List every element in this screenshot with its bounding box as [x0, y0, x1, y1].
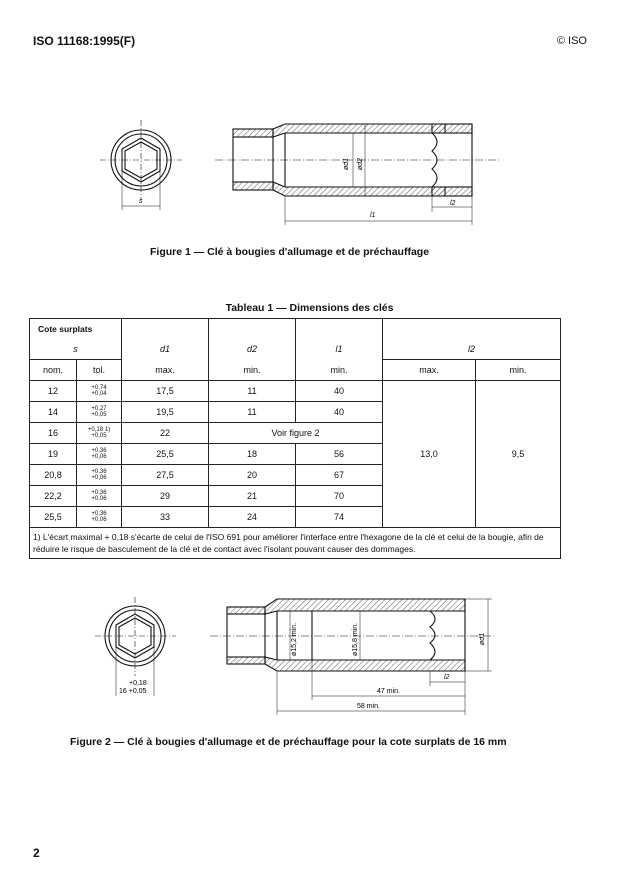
socket-section-2: [210, 599, 495, 715]
cell-l2-max: 13,0: [383, 381, 476, 528]
l2-label: l2: [450, 200, 456, 207]
cell-l2-min: 9,5: [476, 381, 561, 528]
header-d1: d1: [122, 339, 209, 360]
cell-nom: 14: [30, 402, 77, 423]
cell-l1: 40: [296, 381, 383, 402]
d1-label: ød1: [343, 157, 350, 170]
table-header-row: [30, 339, 561, 360]
header-d2: d2: [209, 339, 296, 360]
s-label: s: [139, 198, 143, 205]
cell-tol: +0,18 1) +0,05: [77, 423, 122, 444]
cell-tol: +0,36 +0,06: [77, 465, 122, 486]
figure2-caption: Figure 2 — Clé à bougies d'allumage et de préchauffage pour la cote surplats de 16 mm: [70, 736, 507, 748]
cell-d2: 11: [209, 402, 296, 423]
cell-see-figure-2: Voir figure 2: [209, 423, 383, 444]
cell-d1: 29: [122, 486, 209, 507]
cell-d2: 18: [209, 444, 296, 465]
table-header-row: [30, 360, 561, 381]
header-l2-min: min.: [476, 360, 561, 381]
figure2-drawing: [0, 590, 619, 740]
cell-l1: 74: [296, 507, 383, 528]
d15-label: ø15,2 min.: [291, 622, 298, 656]
l2-label-2: l2: [444, 674, 450, 681]
page-number: 2: [33, 846, 40, 860]
cell-tol: +0,27 +0,05: [77, 402, 122, 423]
cell-l1: 56: [296, 444, 383, 465]
table-header-row: [30, 319, 561, 340]
cell-d1: 22: [122, 423, 209, 444]
copyright-mark: © ISO: [556, 35, 587, 47]
cell-l1: 67: [296, 465, 383, 486]
header-tol: tol.: [77, 360, 122, 381]
table-row: [30, 381, 561, 402]
cell-nom: 12: [30, 381, 77, 402]
cell-d1: 19,5: [122, 402, 209, 423]
hex-end-view: [100, 120, 182, 210]
cell-d2: 20: [209, 465, 296, 486]
cell-nom: 25,5: [30, 507, 77, 528]
cell-d1: 27,5: [122, 465, 209, 486]
tol-label-up: +0,18: [129, 680, 147, 687]
tol-label-main: 16 +0,05: [119, 688, 147, 695]
cell-l1: 40: [296, 402, 383, 423]
header-d2-min: min.: [209, 360, 296, 381]
cell-tol: +0,74 +0,04: [77, 381, 122, 402]
figure1-caption: Figure 1 — Clé à bougies d'allumage et de préchauffage: [150, 246, 430, 258]
cell-d1: 25,5: [122, 444, 209, 465]
header-s: s: [30, 339, 122, 360]
cell-tol: +0,36 +0,06: [77, 444, 122, 465]
cell-d2: 21: [209, 486, 296, 507]
l1-label: l1: [370, 212, 376, 219]
header-l2: l2: [383, 339, 561, 360]
cell-l1: 70: [296, 486, 383, 507]
d2-label: ød2: [357, 157, 364, 170]
d158-label: ø15,8 min.: [352, 622, 359, 656]
standard-reference: ISO 11168:1995(F): [33, 34, 136, 48]
cell-nom: 22,2: [30, 486, 77, 507]
dimensions-table: [29, 318, 561, 559]
cell-d2: 24: [209, 507, 296, 528]
header-cote-surplats: Cote surplats: [30, 319, 122, 340]
cell-d2: 11: [209, 381, 296, 402]
header-l1-min: min.: [296, 360, 383, 381]
footnote-row: [30, 528, 561, 559]
cell-tol: +0,36 +0,06: [77, 507, 122, 528]
cell-d1: 17,5: [122, 381, 209, 402]
header-nom: nom.: [30, 360, 77, 381]
d1-label-2: ød1: [479, 632, 486, 645]
cell-nom: 20,8: [30, 465, 77, 486]
table-footnote: 1) L'écart maximal + 0,18 s'écarte de celui de l'ISO 691 pour améliorer l'interface entre l'hexagone de la clé et celui de la bougie, afin de réduire le risque de basculement de la clé et de contact avec l'isolant pouvant causer des dommages.: [30, 528, 561, 559]
header-d1-max: max.: [122, 360, 209, 381]
cell-tol: +0,36 +0,06: [77, 486, 122, 507]
len58-label: 58 min.: [357, 703, 380, 710]
header-l2-max: max.: [383, 360, 476, 381]
cell-nom: 16: [30, 423, 77, 444]
cell-nom: 19: [30, 444, 77, 465]
cell-d1: 33: [122, 507, 209, 528]
header-l1: l1: [296, 339, 383, 360]
table-title: Tableau 1 — Dimensions des clés: [225, 302, 394, 314]
socket-section: [215, 124, 500, 225]
len47-label: 47 min.: [377, 688, 400, 695]
